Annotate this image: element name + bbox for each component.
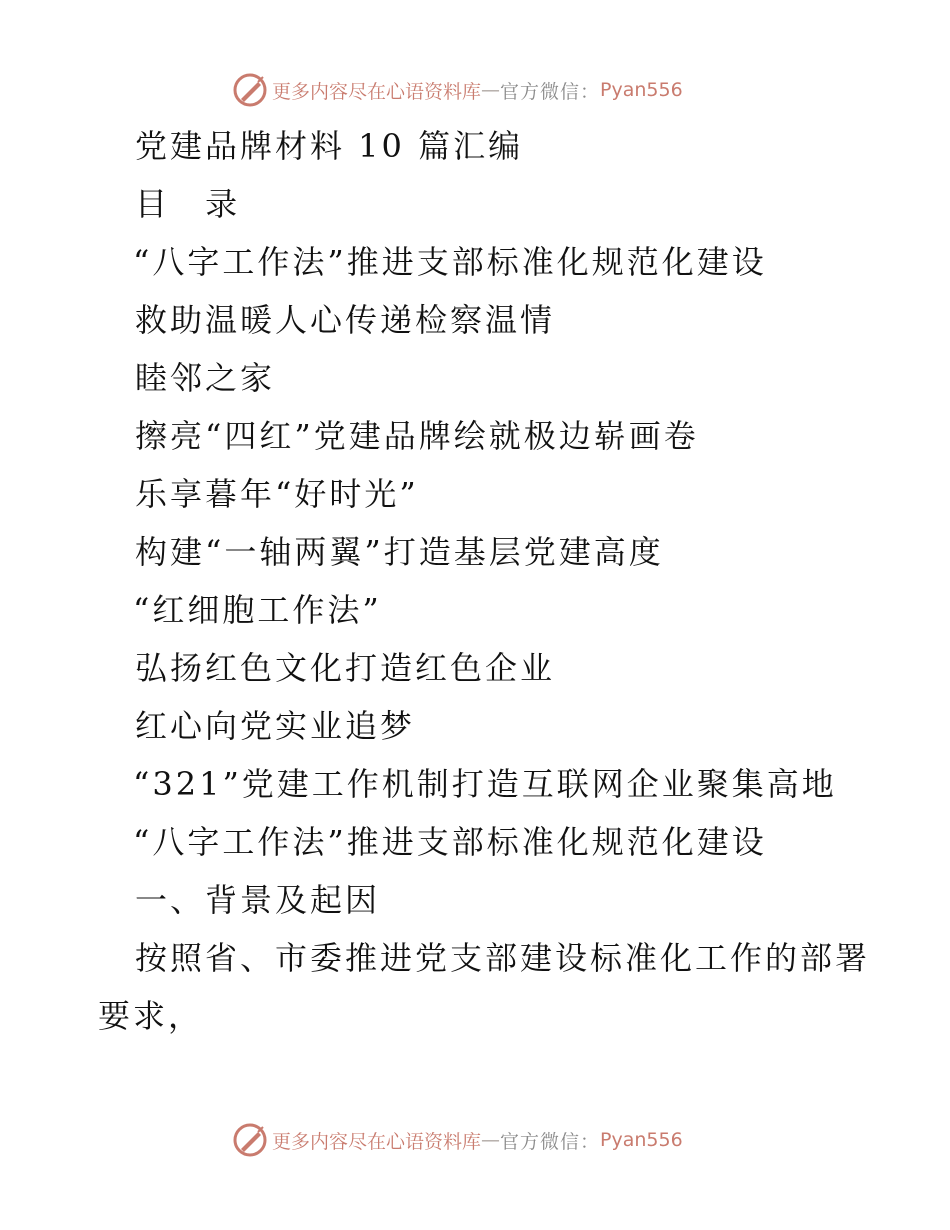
watermark-wechat-id: Pyan556 xyxy=(600,1129,683,1151)
toc-item: 弘扬红色文化打造红色企业 xyxy=(135,649,556,687)
watermark-dash: — xyxy=(481,1129,501,1151)
toc-item: 红心向党实业追梦 xyxy=(135,707,416,745)
toc-item: 救助温暖人心传递检察温情 xyxy=(135,301,556,339)
watermark-dash: — xyxy=(481,79,501,101)
watermark-main-text: 更多内容尽在心语资料库 xyxy=(272,1130,482,1153)
watermark-official-label: 官方微信： xyxy=(500,1130,601,1153)
section-heading: 一、背景及起因 xyxy=(135,881,381,919)
paragraph-line: 要求， xyxy=(98,997,204,1035)
toc-item: 擦亮“四红”党建品牌绘就极边崭画卷 xyxy=(135,417,699,455)
toc-item: “321”党建工作机制打造互联网企业聚集高地 xyxy=(133,765,837,803)
toc-item: 构建“一轴两翼”打造基层党建高度 xyxy=(135,533,664,571)
toc-item: 睦邻之家 xyxy=(135,359,276,397)
watermark-footer xyxy=(232,1120,683,1160)
quill-logo-icon xyxy=(232,72,268,108)
quill-logo-icon xyxy=(232,1122,268,1158)
article-title: “八字工作法”推进支部标准化规范化建设 xyxy=(133,823,767,861)
paragraph-line: 按照省、市委推进党支部建设标准化工作的部署 xyxy=(135,939,871,977)
watermark-wechat-id: Pyan556 xyxy=(600,79,683,101)
watermark-main-text: 更多内容尽在心语资料库 xyxy=(272,80,482,103)
watermark-header xyxy=(232,70,683,110)
document-title: 党建品牌材料 10 篇汇编 xyxy=(135,127,524,165)
toc-item: 乐享暮年“好时光” xyxy=(135,475,419,513)
toc-heading: 目 录 xyxy=(135,185,252,223)
toc-item: “红细胞工作法” xyxy=(133,591,382,629)
toc-item: “八字工作法”推进支部标准化规范化建设 xyxy=(133,243,767,281)
watermark-official-label: 官方微信： xyxy=(500,80,601,103)
